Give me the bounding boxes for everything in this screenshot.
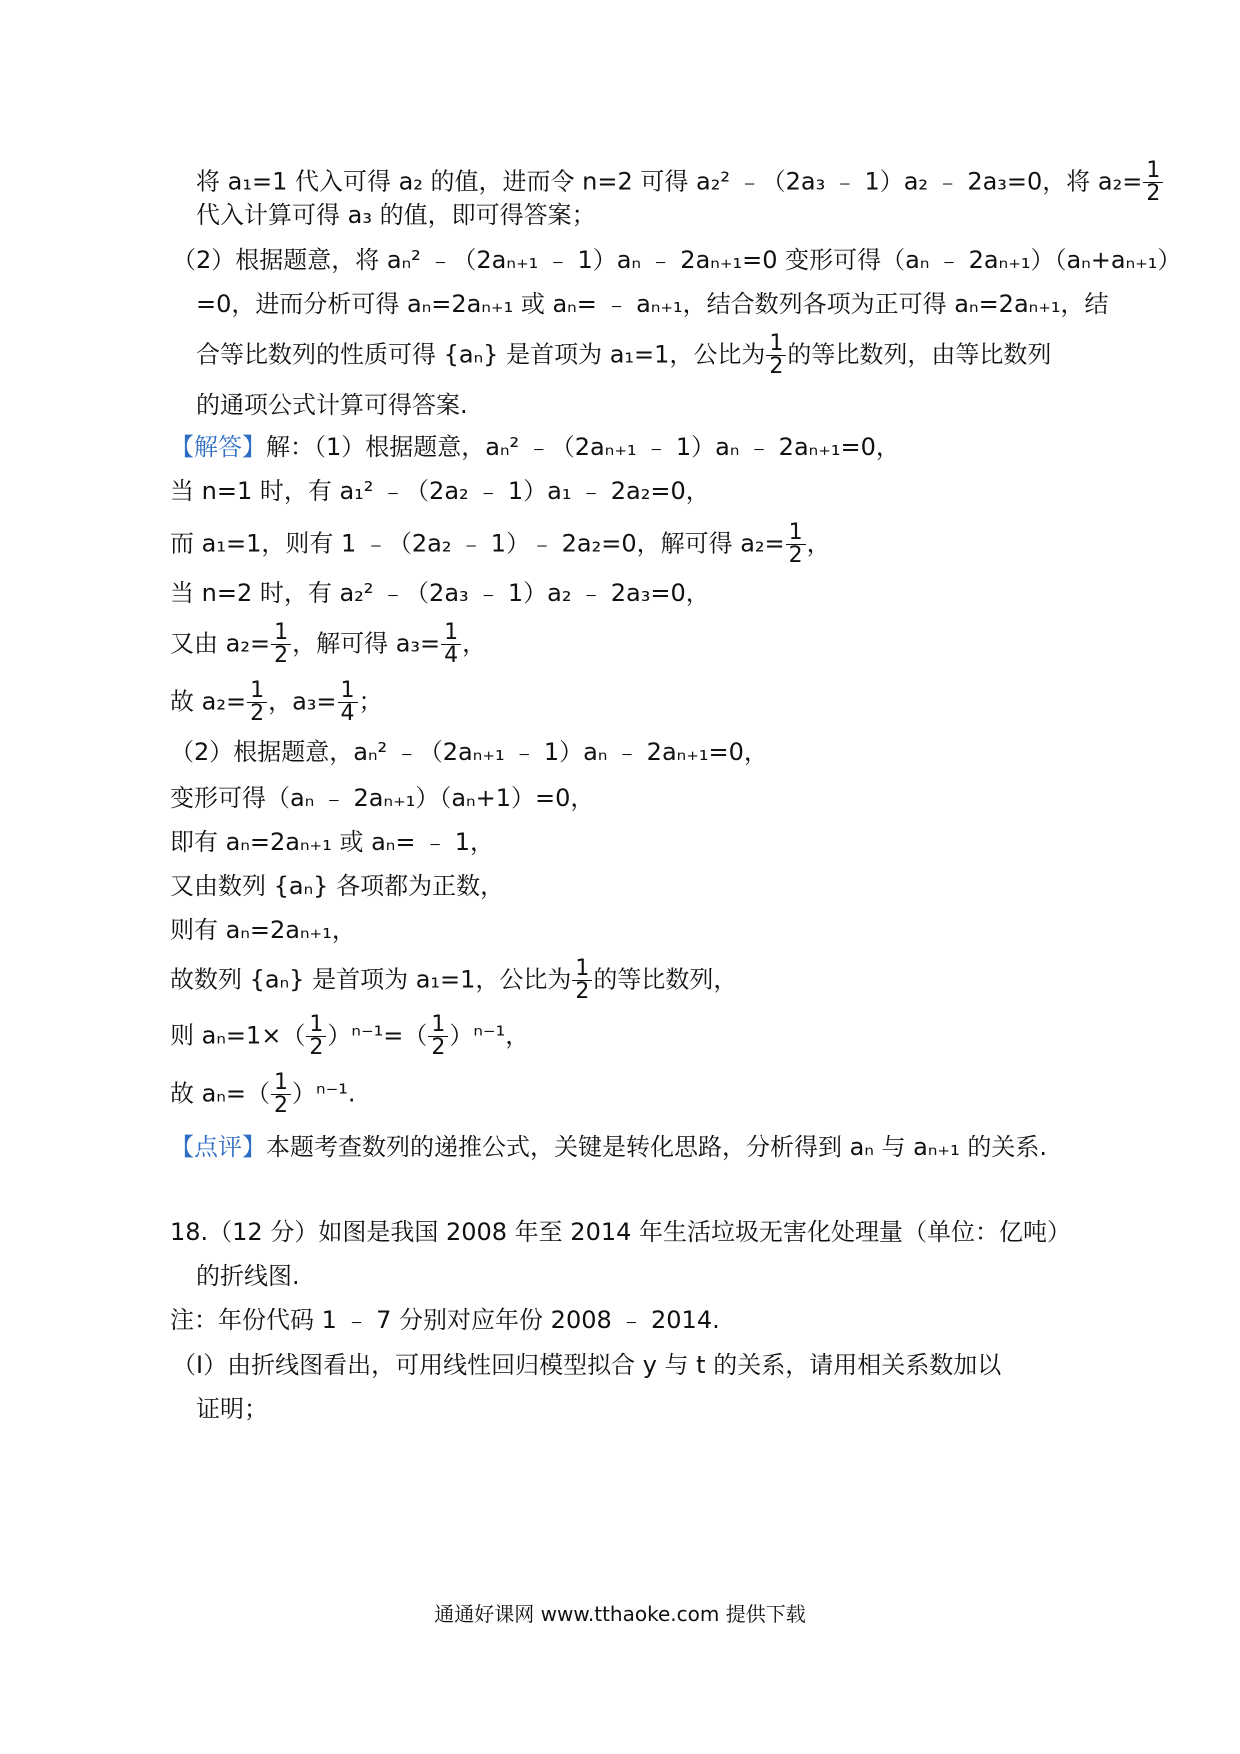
question-18-line-3: 注：年份代码 1 ﹣ 7 分别对应年份 2008 ﹣ 2014. <box>170 1306 720 1334</box>
analysis-line-6: 的通项公式计算可得答案. <box>196 391 468 419</box>
analysis-line-3: （2）根据题意，将 aₙ² ﹣（2aₙ₊₁ ﹣ 1）aₙ ﹣ 2aₙ₊₁=0 变形可得（aₙ ﹣ 2aₙ₊₁）（aₙ+aₙ₊₁） <box>172 246 1182 274</box>
fraction-one-half: $\frac{1}{2}$ <box>247 680 267 725</box>
analysis-line-2: 代入计算可得 a₃ 的值，即可得答案； <box>196 201 596 229</box>
solution-line-13: 则 aₙ=1×（ $\frac{1}{2}$ ）ⁿ⁻¹=（ $\frac{1}{2}$ ）ⁿ⁻¹， <box>170 1012 530 1060</box>
analysis-line-4: =0，进而分析可得 aₙ=2aₙ₊₁ 或 aₙ= ﹣ aₙ₊₁，结合数列各项为正可得 aₙ=2aₙ₊₁，结 <box>196 290 1109 318</box>
solution-line-1: 【解答】解：（1）根据题意，aₙ² ﹣（2aₙ₊₁ ﹣ 1）aₙ ﹣ 2aₙ₊₁=0， <box>170 433 900 461</box>
solution-line-9: 即有 aₙ=2aₙ₊₁ 或 aₙ= ﹣ 1， <box>170 828 494 856</box>
fraction-one-half: $\frac{1}{2}$ <box>1143 160 1163 205</box>
analysis-line-5: 合等比数列的性质可得 {aₙ} 是首项为 a₁=1，公比为 $\frac{1}{2}$ 的等比数列，由等比数列 <box>196 331 1052 379</box>
question-18-line-5: 证明； <box>196 1395 268 1423</box>
fraction-one-half: $\frac{1}{2}$ <box>271 622 291 667</box>
solution-line-10: 又由数列 {aₙ} 各项都为正数， <box>170 872 505 900</box>
solution-line-12: 故数列 {aₙ} 是首项为 a₁=1，公比为 $\frac{1}{2}$ 的等比数列， <box>170 956 738 1004</box>
comment-line: 【点评】本题考查数列的递推公式，关键是转化思路，分析得到 aₙ 与 aₙ₊₁ 的关系. <box>170 1133 1047 1161</box>
fraction-one-quarter: $\frac{1}{4}$ <box>338 680 358 725</box>
fraction-one-half: $\frac{1}{2}$ <box>271 1072 291 1117</box>
question-18-line-2: 的折线图. <box>196 1262 300 1290</box>
fraction-one-half: $\frac{1}{2}$ <box>572 958 592 1003</box>
solution-line-4: 当 n=2 时，有 a₂² ﹣（2a₃ ﹣ 1）a₂ ﹣ 2a₃=0， <box>170 579 710 607</box>
fraction-one-half: $\frac{1}{2}$ <box>786 522 806 567</box>
question-18-line-4: （Ⅰ）由折线图看出，可用线性回归模型拟合 y 与 t 的关系，请用相关系数加以 <box>172 1351 1002 1379</box>
fraction-one-quarter: $\frac{1}{4}$ <box>441 622 461 667</box>
solution-line-8: 变形可得（aₙ ﹣ 2aₙ₊₁）（aₙ+1）=0， <box>170 784 595 812</box>
solution-line-6: 故 a₂= $\frac{1}{2}$ ，a₃= $\frac{1}{4}$ ； <box>170 678 383 726</box>
solution-line-2: 当 n=1 时，有 a₁² ﹣（2a₂ ﹣ 1）a₁ ﹣ 2a₂=0， <box>170 477 710 505</box>
analysis-text: 将 a₁=1 代入可得 a₂ 的值，进而令 n=2 可得 a₂² ﹣（2a₃ ﹣ 1）a₂ ﹣ 2a₃=0，将 a₂= <box>196 167 1143 196</box>
question-18-line-1: 18.（12 分）如图是我国 2008 年至 2014 年生活垃圾无害化处理量（单位：亿吨） <box>170 1218 1072 1246</box>
solution-line-11: 则有 aₙ=2aₙ₊₁， <box>170 916 356 944</box>
fraction-one-half: $\frac{1}{2}$ <box>428 1014 448 1059</box>
fraction-one-half: $\frac{1}{2}$ <box>306 1014 326 1059</box>
comment-tag: 【点评】 <box>170 1133 266 1161</box>
solution-tag: 【解答】 <box>170 433 266 461</box>
solution-line-7: （2）根据题意，aₙ² ﹣（2aₙ₊₁ ﹣ 1）aₙ ﹣ 2aₙ₊₁=0， <box>170 738 768 766</box>
solution-line-5: 又由 a₂= $\frac{1}{2}$ ，解可得 a₃= $\frac{1}{4}$ ， <box>170 620 487 668</box>
fraction-one-half: $\frac{1}{2}$ <box>766 333 786 378</box>
solution-line-3: 而 a₁=1，则有 1 ﹣（2a₂ ﹣ 1）﹣ 2a₂=0，解可得 a₂= $\frac{1}{2}$ ， <box>170 520 831 568</box>
page-footer: 通通好课网 www.tthaoke.com 提供下载 <box>434 1602 806 1626</box>
solution-line-14: 故 aₙ=（ $\frac{1}{2}$ ）ⁿ⁻¹. <box>170 1070 356 1118</box>
